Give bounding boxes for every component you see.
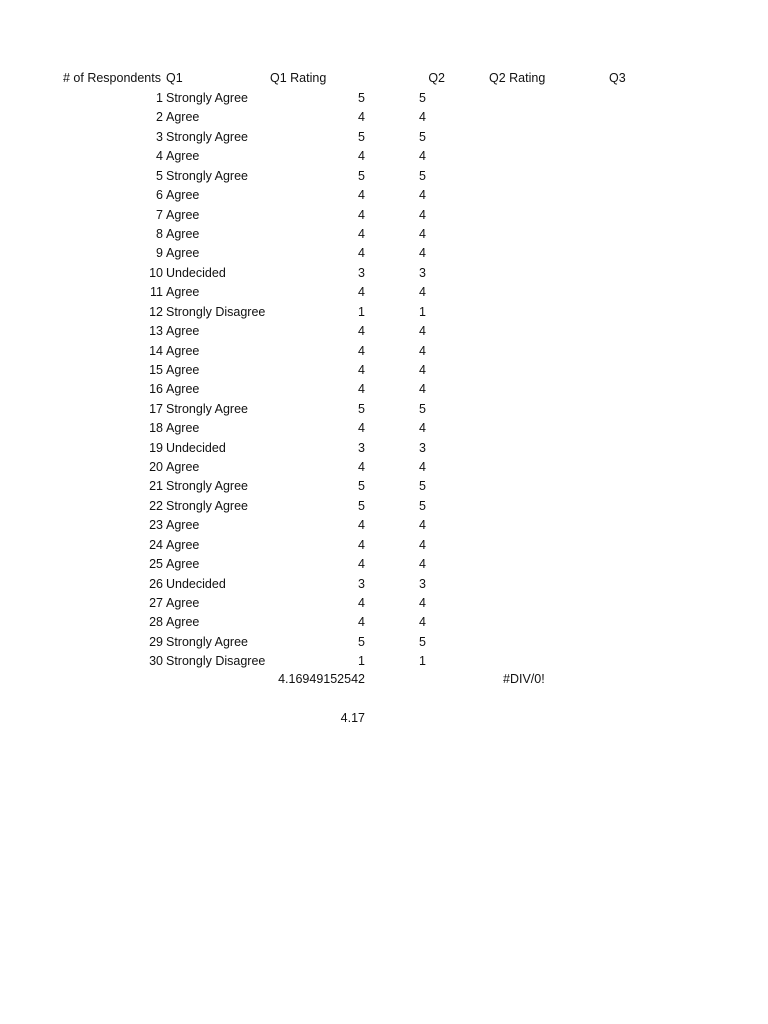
q2-value: 4	[419, 557, 426, 572]
q1-rating-value: 4	[358, 382, 365, 397]
q1-average: 4.16949152542	[278, 672, 365, 686]
q1-rating-value: 4	[358, 460, 365, 474]
q2-value: 3	[419, 440, 426, 455]
q1-response: Agree	[166, 149, 200, 164]
q1-rating-value: 5	[358, 634, 365, 649]
q1-response: Agree	[166, 595, 200, 610]
q1-response: Agree	[166, 537, 200, 552]
respondent-number: 1	[156, 91, 163, 105]
respondent-number: 12	[149, 304, 163, 319]
header-q1: Q1	[166, 71, 183, 85]
respondent-number: 27	[149, 595, 163, 610]
q1-response: Agree	[166, 207, 200, 222]
respondent-number: 13	[149, 324, 163, 338]
q2-average: #DIV/0!	[503, 672, 545, 686]
q2-value: 5	[419, 479, 426, 494]
q1-rating-value: 5	[358, 479, 365, 494]
q1-response: Strongly Agree	[166, 498, 248, 513]
q1-rating-value: 3	[358, 265, 365, 280]
q2-value: 5	[419, 498, 426, 513]
q1-rating-value: 5	[358, 498, 365, 513]
q1-response: Agree	[166, 557, 200, 572]
q1-rating-value: 1	[358, 304, 365, 319]
q1-response: Strongly Agree	[166, 168, 248, 183]
q2-value: 4	[419, 246, 426, 261]
q2-value: 4	[419, 362, 426, 377]
q1-rating-value: 5	[358, 91, 365, 105]
q2-value: 4	[419, 285, 426, 300]
respondent-number: 14	[149, 343, 163, 358]
q1-rating-value: 4	[358, 343, 365, 358]
respondent-number: 7	[156, 207, 163, 222]
q2-value: 4	[419, 343, 426, 358]
header-q1-rating: Q1 Rating	[270, 71, 327, 85]
q1-rating-value: 4	[358, 324, 365, 338]
respondent-number: 8	[156, 226, 163, 241]
q1-response: Agree	[166, 421, 200, 436]
respondent-number: 3	[156, 129, 163, 144]
respondent-number: 11	[150, 285, 163, 300]
q1-rating-value: 4	[358, 615, 365, 630]
q2-value: 4	[419, 460, 426, 474]
respondent-number: 22	[149, 498, 163, 513]
q2-value: 4	[419, 537, 426, 552]
q1-rating-value: 4	[358, 226, 365, 241]
header-q2-rating: Q2 Rating	[489, 71, 546, 85]
q2-value: 4	[419, 518, 426, 533]
q1-rating-value: 4	[358, 595, 365, 610]
q1-rating-value: 4	[358, 537, 365, 552]
q2-value: 3	[419, 576, 426, 591]
q1-response: Agree	[166, 460, 200, 474]
respondent-number: 5	[156, 168, 163, 183]
q2-value: 5	[419, 168, 426, 183]
q1-response: Strongly Agree	[166, 91, 248, 105]
q1-rating-value: 1	[358, 654, 365, 669]
q2-value: 5	[419, 634, 426, 649]
q2-value: 1	[419, 654, 426, 669]
respondent-number: 6	[156, 188, 163, 203]
header-q3: Q3	[609, 71, 626, 85]
q1-rating-value: 4	[358, 188, 365, 203]
q1-rating-value: 4	[358, 207, 365, 222]
respondent-number: 16	[149, 382, 163, 397]
respondent-number: 30	[149, 654, 163, 669]
respondent-number: 19	[149, 440, 163, 455]
q1-response: Agree	[166, 615, 200, 630]
respondent-number: 23	[149, 518, 163, 533]
respondent-number: 4	[156, 149, 163, 164]
q1-average-rounded: 4.17	[340, 711, 365, 725]
respondent-number: 15	[149, 362, 163, 377]
q1-response: Strongly Agree	[166, 634, 248, 649]
q1-rating-value: 4	[358, 285, 365, 300]
q2-value: 4	[419, 382, 426, 397]
q1-response: Agree	[166, 246, 200, 261]
q1-response: Strongly Agree	[166, 479, 248, 494]
respondent-number: 28	[149, 615, 163, 630]
q1-response: Agree	[166, 343, 200, 358]
q1-response: Agree	[166, 110, 200, 125]
q1-response: Agree	[166, 226, 200, 241]
q1-response: Strongly Disagree	[166, 654, 266, 669]
q1-response: Undecided	[166, 265, 226, 280]
q1-response: Agree	[166, 362, 200, 377]
q1-response: Undecided	[166, 576, 226, 591]
q1-response: Strongly Disagree	[166, 304, 266, 319]
q2-value: 1	[419, 304, 426, 319]
respondent-number: 9	[156, 246, 163, 261]
q1-rating-value: 4	[358, 557, 365, 572]
header-respondents: # of Respondents	[63, 71, 161, 85]
respondent-number: 25	[149, 557, 163, 572]
q1-response: Agree	[166, 518, 200, 533]
respondent-number: 29	[149, 634, 163, 649]
q2-value: 5	[419, 129, 426, 144]
q2-value: 4	[419, 207, 426, 222]
q1-rating-value: 4	[358, 246, 365, 261]
q2-value: 4	[419, 226, 426, 241]
header-q2: Q2	[428, 71, 445, 85]
q1-rating-value: 3	[358, 440, 365, 455]
respondent-number: 10	[149, 265, 163, 280]
q2-value: 4	[419, 110, 426, 125]
respondent-number: 18	[149, 421, 163, 436]
respondent-number: 2	[156, 110, 163, 125]
respondent-number: 20	[149, 460, 163, 474]
q1-rating-value: 5	[358, 401, 365, 416]
q2-value: 4	[419, 421, 426, 436]
q1-rating-value: 4	[358, 149, 365, 164]
respondent-number: 21	[149, 479, 163, 494]
q1-rating-value: 4	[358, 421, 365, 436]
q1-response: Undecided	[166, 440, 226, 455]
q2-value: 4	[419, 615, 426, 630]
q2-value: 5	[419, 401, 426, 416]
q2-value: 4	[419, 188, 426, 203]
q1-response: Strongly Agree	[166, 129, 248, 144]
respondent-number: 17	[149, 401, 163, 416]
q2-value: 4	[419, 149, 426, 164]
q1-rating-value: 4	[358, 518, 365, 533]
q1-response: Agree	[166, 285, 200, 300]
respondent-number: 24	[149, 537, 163, 552]
respondent-number: 26	[149, 576, 163, 591]
q1-rating-value: 4	[358, 362, 365, 377]
q2-value: 4	[419, 324, 426, 338]
q1-response: Agree	[166, 382, 200, 397]
q1-rating-value: 4	[358, 110, 365, 125]
q1-rating-value: 5	[358, 129, 365, 144]
q1-rating-value: 5	[358, 168, 365, 183]
q1-response: Strongly Agree	[166, 401, 248, 416]
q1-response: Agree	[166, 188, 200, 203]
q2-value: 5	[419, 91, 426, 105]
q1-rating-value: 3	[358, 576, 365, 591]
q2-value: 4	[419, 595, 426, 610]
q2-value: 3	[419, 265, 426, 280]
q1-response: Agree	[166, 324, 200, 338]
